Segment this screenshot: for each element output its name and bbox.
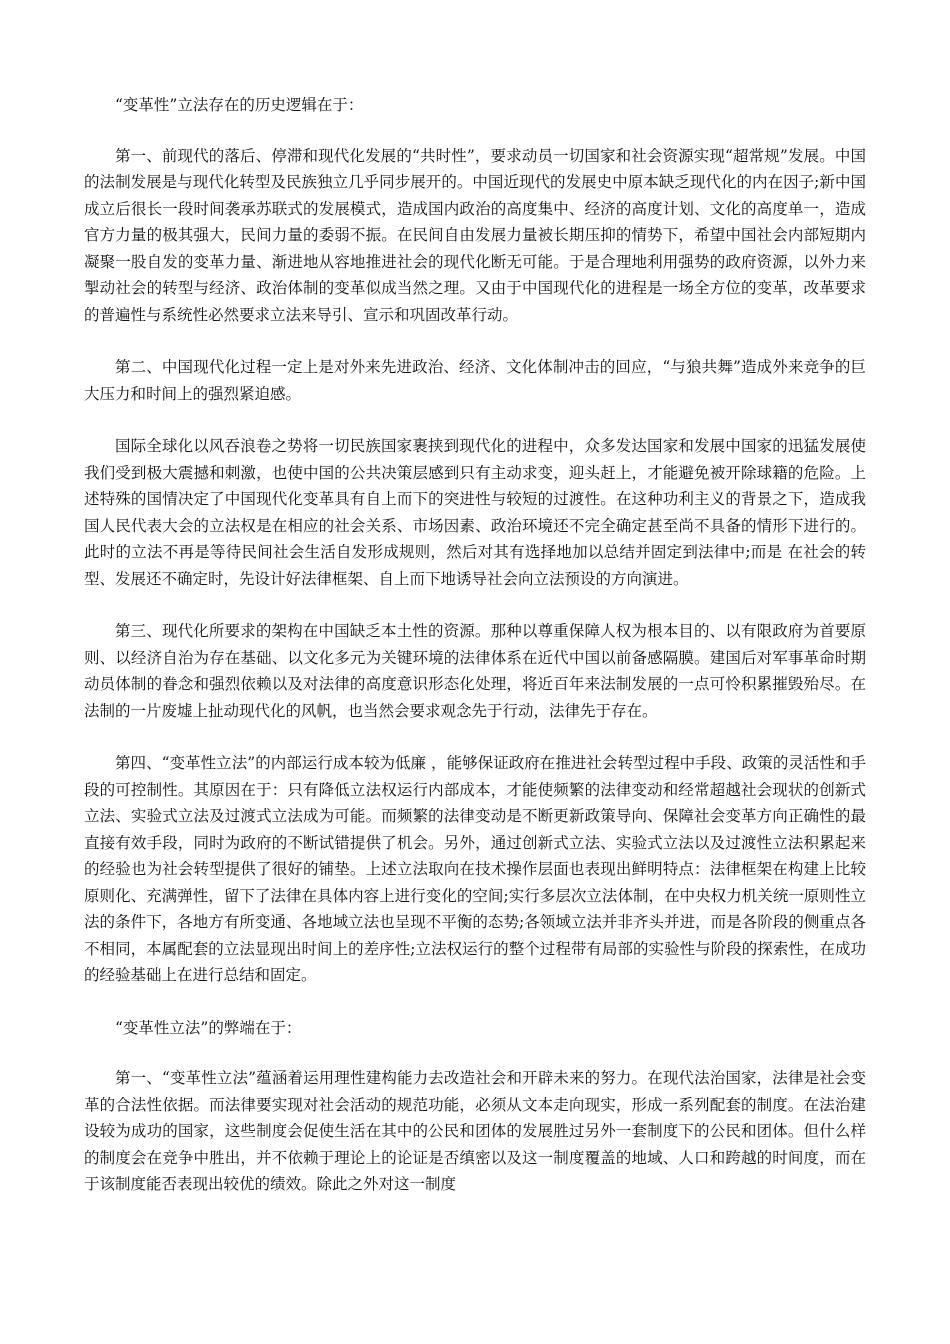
paragraph-second-reason: 第二、中国现代化过程一定上是对外来先进政治、经济、文化体制冲击的回应，“与狼共舞”造成外来竞争的巨大压力和时间上的强烈紧迫感。 bbox=[84, 358, 866, 403]
section-heading-historical-logic: “变革性”立法存在的历史逻辑在于： bbox=[115, 96, 364, 114]
paragraph-first-reason: 第一、前现代的落后、停滞和现代化发展的“共时性”，要求动员一切国家和社会资源实现“超常规”发展。中国的法制发展是与现代化转型及民族独立几乎同步展开的。中国近现代的发展史中原本缺乏现代化的内在因子;新中国成立后很长一段时间袭承苏联式的发展模式，造成国内政治的高度集中、经济的高度计划、文化的高度单一，造成官方力量的极其强大，民间力量的委弱不振。在民间自由发展力量被长期压抑的情势下，希望中国社会内部短期内凝聚一股自发的变革力量、渐进地从容地推进社会的现代化断无可能。于是合理地利用强势的政府资源，以外力来掣动社会的转型与经济、政治体制的变革似成当然之理。又由于中国现代化的进程是一场全方位的变革，改革要求的普遍性与系统性必然要求立法来导引、宣示和巩固改革行动。 bbox=[84, 146, 866, 324]
paragraph-fourth-reason: 第四、“变革性立法”的内部运行成本较为低廉 ，能够保证政府在推进社会转型过程中手段、政策的灵活性和手段的可控制性。其原因在于：只有降低立法权运行内部成本，才能使频繁的法律变动和经常超越社会现状的创新式立法、实验式立法及过渡式立法成为可能。而频繁的法律变动是不断更新政策导向、保障社会变革方向正确性的最直接有效手段，同时为政府的不断试错提供了机会。另外，通过创新式立法、实验式立法以及过渡性立法积累起来的经验也为社会转型提供了很好的铺垫。上述立法取向在技术操作层面也表现出鲜明特点：法律框架在构建上比较原则化、充满弹性，留下了法律在具体内容上进行变化的空间;实行多层次立法体制，在中央权力机关统一原则性立法的条件下，各地方有所变通、各地域立法也呈现不平衡的态势;各领域立法并非齐头并进，而是各阶段的侧重点各不相同，本属配套的立法显现出时间上的差序性;立法权运行的整个过程带有局部的实验性与阶段的探索性，在成功的经验基础上在进行总结和固定。 bbox=[84, 754, 866, 984]
document-body bbox=[84, 92, 866, 1224]
paragraph-first-drawback: 第一、“变革性立法”蕴涵着运用理性建构能力去改造社会和开辟未来的努力。在现代法治国家，法律是社会变革的合法性依据。而法律要实现对社会活动的规范功能，必须从文本走向现实，形成一系列配套的制度。在法治建设较为成功的国家，这些制度会促使生活在其中的公民和团体的发展胜过另外一套制度下的公民和团体。但什么样的制度会在竞争中胜出，并不依赖于理论上的论证是否缜密以及这一制度覆盖的地域、人口和跨越的时间度，而在于该制度能否表现出较优的绩效。除此之外对这一制度 bbox=[84, 1069, 866, 1193]
section-heading-drawbacks: “变革性立法”的弊端在于： bbox=[115, 1018, 302, 1037]
paragraph-globalization: 国际全球化以风吞浪卷之势将一切民族国家裹挟到现代化的进程中，众多发达国家和发展中国家的迅猛发展使我们受到极大震撼和刺激，也使中国的公共决策层感到只有主动求变，迎头赶上，才能避免被开除球籍的危险。上述特殊的国情决定了中国现代化变革具有自上而下的突进性与较短的过渡性。在这种功利主义的背景之下，造成我国人民代表大会的立法权是在相应的社会关系、市场因素、政治环境还不完全确定甚至尚不具备的情形下进行的。此时的立法不再是等待民间社会生活自发形成规则，然后对其有选择地加以总结并固定到法律中;而是 在社会的转型、发展还不确定时，先设计好法律框架、自上而下地诱导社会向立法预设的方向演进。 bbox=[84, 437, 866, 588]
paragraph-third-reason: 第三、现代化所要求的架构在中国缺乏本土性的资源。那种以尊重保障人权为根本目的、以有限政府为首要原则、以经济自治为存在基础、以文化多元为关键环境的法律体系在近代中国以前备感隔膜。建国后对军事革命时期动员体制的眷念和强烈依赖以及对法律的高度意识形态化处理，将近百年来法制发展的一点可怜积累摧毁殆尽。在法制的一片废墟上扯动现代化的风帆，也当然会要求观念先于行动，法律先于存在。 bbox=[84, 622, 866, 720]
